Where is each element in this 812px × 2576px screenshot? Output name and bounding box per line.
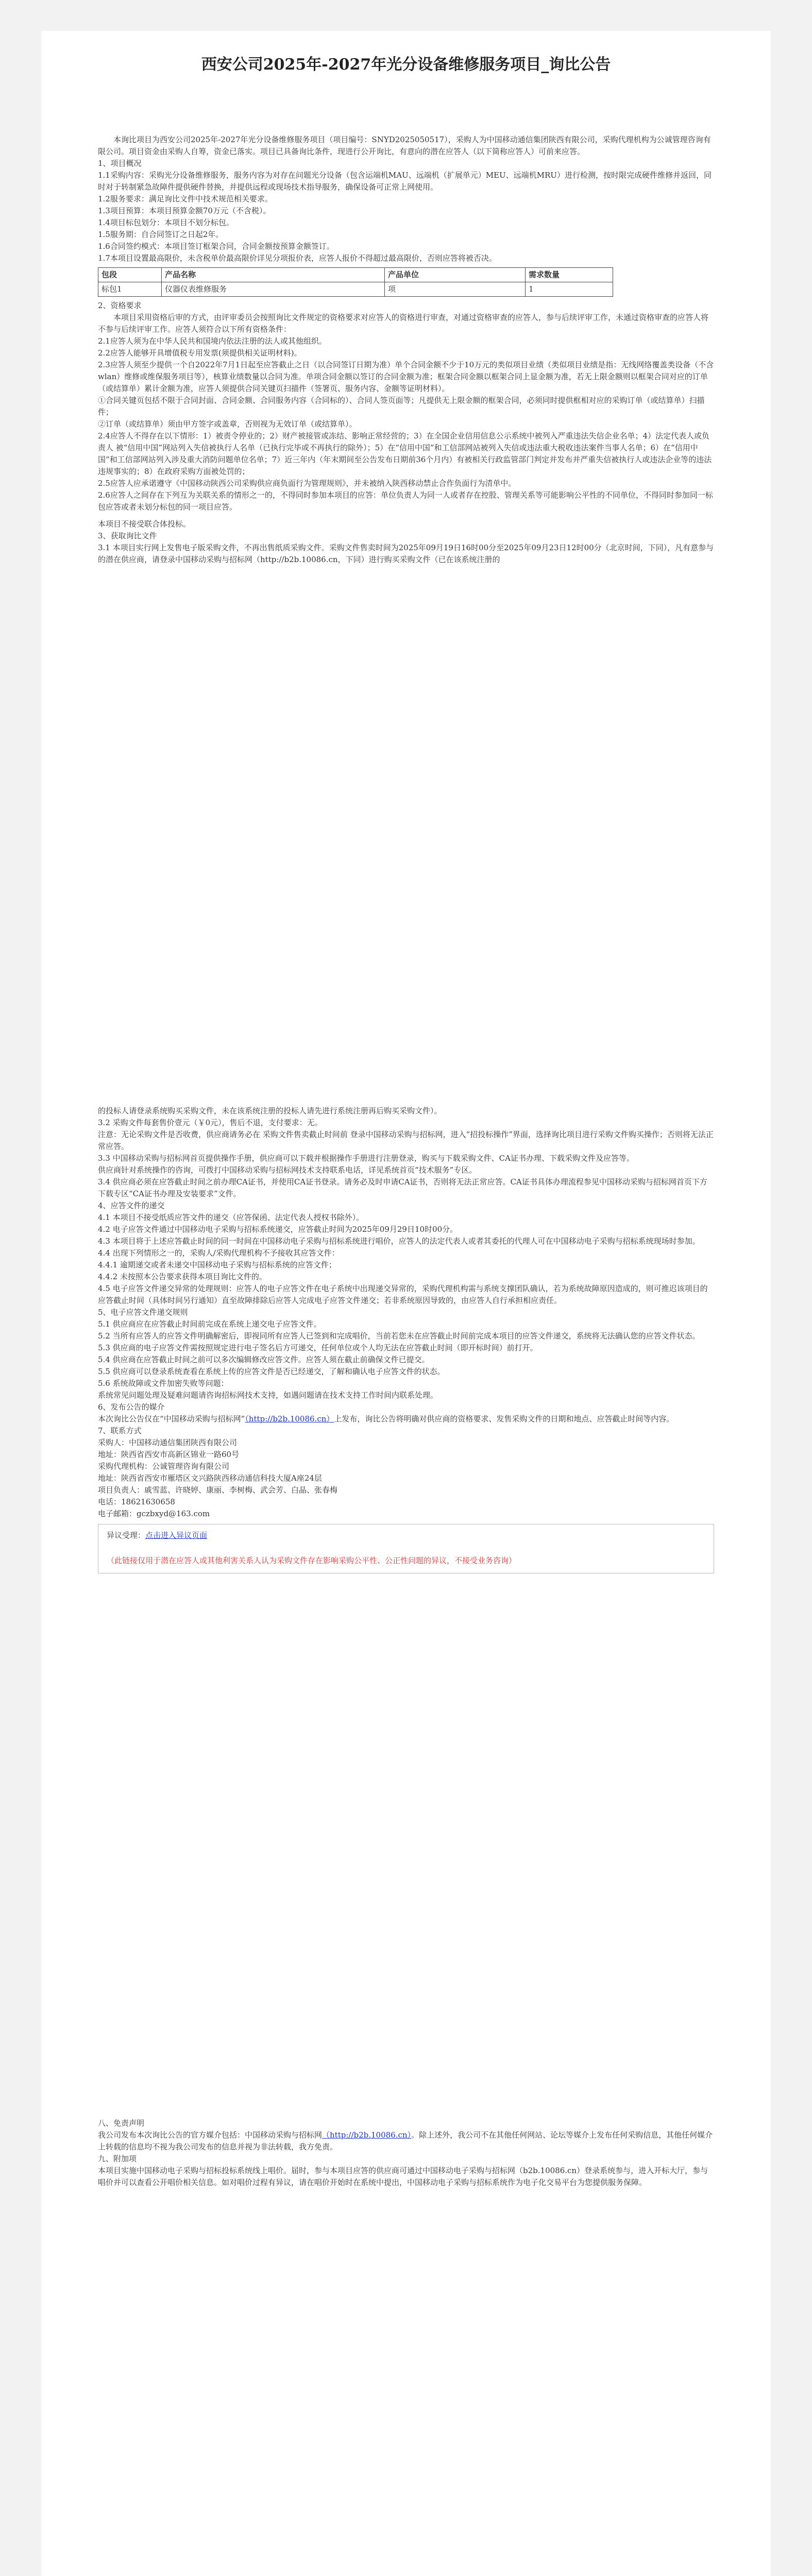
p2-line: 3.3 中国移动采购与招标网首页提供操作手册，供应商可以下载并根据操作手册进行注册登录，购买与下载采购文件、CA证书办理、下载采购文件及应答等。 [98,1154,634,1163]
s4-line: 4.2 电子应答文件通过中国移动电子采购与招标系统递交，应答截止时间为2025年09月29日10时00分。 [98,1225,458,1234]
s1-line: 1.4项目标包划分：本项目不划分标包。 [98,218,234,227]
table-header-cell: 需求数量 [526,268,613,282]
section-5-heading: 5、电子应答文件递交规则 [98,1308,188,1317]
notice-body-part1 [98,134,714,566]
s9-paragraph: 本项目实施中国移动电子采购与招标投标系统线上唱价。届时，参与本项目应答的供应商可通过中国移动电子采购与招标网（b2b.10086.cn）登录系统参与，进入开标大厅，参与唱价并可以查看公开唱价相关信息。如对唱价过程有异议，请在唱价开始时在系统中提出，中国移动电子采购与招标系统作为电子化交易平台为您提供服务保障。 [98,2166,708,2187]
objection-note: （此链接仅用于潜在应答人或其他利害关系人认为采购文件存在影响采购公平性、公正性问题的异议，不接受业务咨询） [107,1556,517,1565]
s6-text-after: 上发布，询比公告将明确对供应商的资格要求、发售采购文件的日期和地点、应答截止时间等内容。 [334,1414,674,1423]
objection-label: 异议受理： [107,1531,146,1540]
notice-body-part2 [98,1105,714,1573]
table-cell: 标包1 [98,282,162,297]
s2-line: ②订单（或结算单）须由甲方签字或盖章，否则视为无效订单（或结算单）。 [98,419,357,429]
b2b-site-link[interactable]: （http://b2b.10086.cn） [322,2130,412,2140]
contact-line: 地址：陕西省西安市雁塔区文兴路陕西移动通信科技大厦A座24层 [98,1473,322,1483]
section-7-heading: 7、联系方式 [98,1426,142,1435]
contact-line: 项目负责人：戚雪蓝、许晓婷、康丽、李树梅、武会芳、白晶、张春梅 [98,1485,338,1495]
section-9-heading: 九、附加项 [98,2154,137,2163]
contact-line: 采购人：中国移动通信集团陕西有限公司 [98,1438,238,1447]
s8-text-after: 。除上述外，我公司不在其他任何网站、论坛等媒介上发布任何采购信息，其他任何媒介上转载的信息均不视为我公司发布的信息并视为非法转载，我方免责。 [98,2130,713,2151]
notice-page [41,31,771,2576]
s1-line: 1.6合同签约模式：本项目签订框架合同，合同金额按预算金额签订。 [98,242,334,251]
s2-line: ①合同关键页包括不限于合同封面、合同金额、合同服务内容（合同标的）、合同人签页面等；凡提供无上限金额的框架合同，必须同时提供框相对应的采购订单（或结算单）扫描件； [98,396,705,417]
consortium-line: 本项目不接受联合体投标。 [98,519,191,529]
notice-body-part3 [98,2117,714,2189]
s2-line: 2.6应答人之间存在下列互为关联关系的情形之一的，不得同时参加本项目的应答：单位负责人为同一人或者存在控股、管理关系等可能影响公平性的不同单位，不得同时参加同一标包应答或者未划分标包的同一项目应答。 [98,490,713,512]
objection-page-link[interactable]: 点击进入异议页面 [145,1531,208,1540]
b2b-site-link[interactable]: （http://b2b.10086.cn） [245,1414,334,1423]
table-header-cell: 包段 [98,268,162,282]
s4-line: 4.5 电子应答文件递交异常的处理规则：应答人的电子应答文件在电子系统中出现递交异常的，采购代理机构需与系统支撑团队确认，若为系统故障原因造成的，则可推迟该项目的应答截止时间（具体时间另行通知）直至故障排除后应答人完成电子应答文件递交；若非系统原因导致的，由应答人自行承担相应责任。 [98,1284,708,1305]
p2-line: 3.2 采购文件每套售价壹元（￥0元），售后不退，支付要求：无。 [98,1118,323,1127]
s4-line: 4.4.2 未按照本公告要求获得本项目询比文件的。 [98,1272,267,1281]
s6-paragraph [98,1413,714,1425]
s5-line: 5.5 供应商可以登录系统查看在系统上传的应答文件是否已经递交，了解和确认电子应答文件的状态。 [98,1367,445,1376]
s5-line: 5.1 供应商应在应答截止时间前完成在系统上递交电子应答文件。 [98,1319,322,1329]
s4-line: 4.4.1 逾期递交或者未递交中国移动电子采购与招标系统的应答文件； [98,1260,336,1269]
s8-paragraph [98,2129,714,2153]
s2-line: 2.2应答人能够开具增值税专用发票(须提供相关证明材料)。 [98,348,302,358]
section-4-heading: 4、应答文件的递交 [98,1201,165,1210]
s1-line: 1.5服务期：自合同签订之日起2年。 [98,230,224,239]
section-6-heading: 6、发布公告的媒介 [98,1402,165,1412]
s5-line: 5.3 供应商的电子应答文件需按照规定进行电子签名后方可递交，任何单位或个人均无法在应答截止时间（即开标时间）前打开。 [98,1343,538,1352]
table-header-cell: 产品名称 [162,268,385,282]
p2-line: 3.4 供应商必须在应答截止时间之前办理CA证书，并使用CA证书登录。请务必及时申请CA证书，否则将无法正常应答。CA证书具体办理流程参见中国移动采购与招标网首页下方下载专区“CA证书办理及安装要求”文件。 [98,1177,707,1198]
s8-text: 我公司发布本次询比公告的官方媒介包括：中国移动采购与招标网 [98,2130,323,2140]
table-row [98,282,613,297]
section-8-heading: 八、免责声明 [98,2119,145,2128]
s4-line: 4.1 本项目不接受纸质应答文件的递交（应答保函、法定代表人授权书除外）。 [98,1213,364,1222]
s2-line: 本项目采用资格后审的方式，由评审委员会按照询比文件规定的资格要求对应答人的资格进行审查，对通过资格审查的应答人，参与后续评审工作，未通过资格审查的应答人将不参与后续评审工作。应答人须符合以下所有资格条件： [98,313,709,334]
table-cell: 项 [385,282,526,297]
table-cell: 仪器仪表维修服务 [162,282,385,297]
page-title: 西安公司2025年-2027年光分设备维修服务项目_询比公告 [201,56,611,74]
contact-line: 电子邮箱：gczbxyd@163.com [98,1509,210,1518]
s1-line: 1.7本项目设置最高限价，未含税单价最高限价详见分项报价表，应答人报价不得超过最高限价，否则应答将被否决。 [98,253,497,263]
p2-line: 的投标人请登录系统购买采购文件，未在该系统注册的投标人请先进行系统注册再后购买采购文件）。 [98,1106,442,1115]
s3-line: 3.1 本项目实行网上发售电子版采购文件，不再出售纸质采购文件。采购文件售卖时间为2025年09月19日16时00分至2025年09月23日12时00分（北京时间，下同），凡有意参与的潜在供应商，请登录中国移动采购与招标网（http://b2b.10086.cn，下同）进行购买采购文件（已在该系统注册的 [98,543,714,564]
contact-line: 地址：陕西省西安市高新区锦业一路60号 [98,1450,240,1459]
s6-text: 本次询比公告仅在“中国移动采购与招标网” [98,1414,245,1423]
s1-line: 1.3项目预算：本项目预算金额70万元（不含税）。 [98,206,271,215]
intro-paragraph: 本询比项目为西安公司2025年-2027年光分设备维修服务项目（项目编号：SNYD2025050517），采购人为中国移动通信集团陕西有限公司，采购代理机构为公诚管理咨询有限公司。项目资金由采购人自筹，资金已落实。项目已具备询比条件，现进行公开询比，有意向的潜在应答人（以下简称应答人）可前来应答。 [98,135,711,156]
faq-line: 系统常见问题处理及疑难问题请咨询招标网技术支持，如遇问题请在技术支持工作时间内联系处理。 [98,1391,438,1400]
section-2-heading: 2、资格要求 [98,301,142,310]
s2-line: 2.1应答人须为在中华人民共和国境内依法注册的法人或其他组织。 [98,336,327,346]
s5-line: 5.4 供应商在应答截止时间之前可以多次编辑修改应答文件。应答人须在截止前确保文件已提交。 [98,1355,430,1364]
objection-box [98,1524,714,1573]
p2-line: 注意：无论采购文件是否收费，供应商请务必在 采购文件售卖截止时间前 登录中国移动采购与招标网，进入“招投标操作”界面，选择询比项目进行采购文件购买操作；否则将无法正常应答。 [98,1130,714,1151]
s1-line: 1.2服务要求：满足询比文件中技术规范相关要求。 [98,194,273,204]
contact-line: 采购代理机构：公诚管理咨询有限公司 [98,1462,230,1471]
s1-line: 1.1采购内容：采购光分设备维修服务，服务内容为对存在问题光分设备（包含运端机MAU、远端机（扩展单元）MEU、远端机MRU）进行检测，按时限完成硬件维修并返回，同时对于转制紧急故障件提供硬件替换，并提供远程或现场技术指导服务，确保设备可正常上网使用。 [98,171,712,192]
table-cell: 1 [526,282,613,297]
s4-line: 4.4 出现下列情形之一的，采购人/采购代理机构不予接收其应答文件： [98,1248,340,1258]
s2-line: 2.3应答人须至少提供一个自2022年7月1日起至应答截止之日（以合同签订日期为准）单个合同金额不少于10万元的类似项目业绩（类似项目业绩是指：无线网络覆盖类设备（不含wlan）维修或维保服务项目等），核算业绩数量以合同为准。单项合同金额以签订的合同金额为准；框架合同金额以框架合同上显金额为准，若无上限金额则以框架合同对应的订单（或结算单）累计金额为准，应答人须提供合同关键页扫描件（签署页、服务内容、金额等证明材料）。 [98,360,714,393]
table-header-cell: 产品单位 [385,268,526,282]
section-3-heading: 3、获取询比文件 [98,531,157,540]
contact-line: 电话：18621630658 [98,1497,175,1506]
p2-line: 供应商针对系统操作的咨询，可拨打中国移动采购与招标网技术支持联系电话，详见系统首页“技术服务”专区。 [98,1165,477,1175]
product-table [98,267,613,297]
section-1-heading: 1、项目概况 [98,159,142,168]
s5-line: 5.2 当所有应答人的应答文件明确解密后，即视同所有应答人已签到和完成唱价，当前若您未在应答截止时间前完成本项目的应答文件递交，系统将无法确认您的应答文件状态。 [98,1331,700,1341]
s2-line: 2.5应答人应承诺遵守《中国移动陕西公司采购供应商负面行为管理规则》，并未被纳入陕西移动禁止合作负面行为清单中。 [98,479,516,488]
s2-line: 2.4应答人不得存在以下情形：1）被责令停业的；2）财产被接管或冻结、影响正常经营的；3）在全国企业信用信息公示系统中被列入严重违法失信企业名单；4）法定代表人或负责人 被“信用中国”网站列入失信被执行人名单（已执行完毕或不再执行的除外）；5）在“信用中国”和工信部网站被列入失信或违法重大税收违法案件当事人名单；6）在“信用中国”和工信部网站列入涉及重大消防问题单位名单；7）近三年内（年末期间至公告发布日期前36个月内）有被相关行政监管部门判定并发布并严重失信被执行人或违法企业等的违法违规事实的；8）在政府采购方面被处罚的； [98,431,712,476]
s4-line: 4.3 本项目将于上述应答截止时间的同一时间在中国移动电子采购与招标系统进行唱价，应答人的法定代表人或者其委托的代理人可在中国移动电子采购与招标系统现场时参加。 [98,1236,700,1246]
s5-line: 5.6 系统故障或文件加密失败等问题： [98,1379,229,1388]
